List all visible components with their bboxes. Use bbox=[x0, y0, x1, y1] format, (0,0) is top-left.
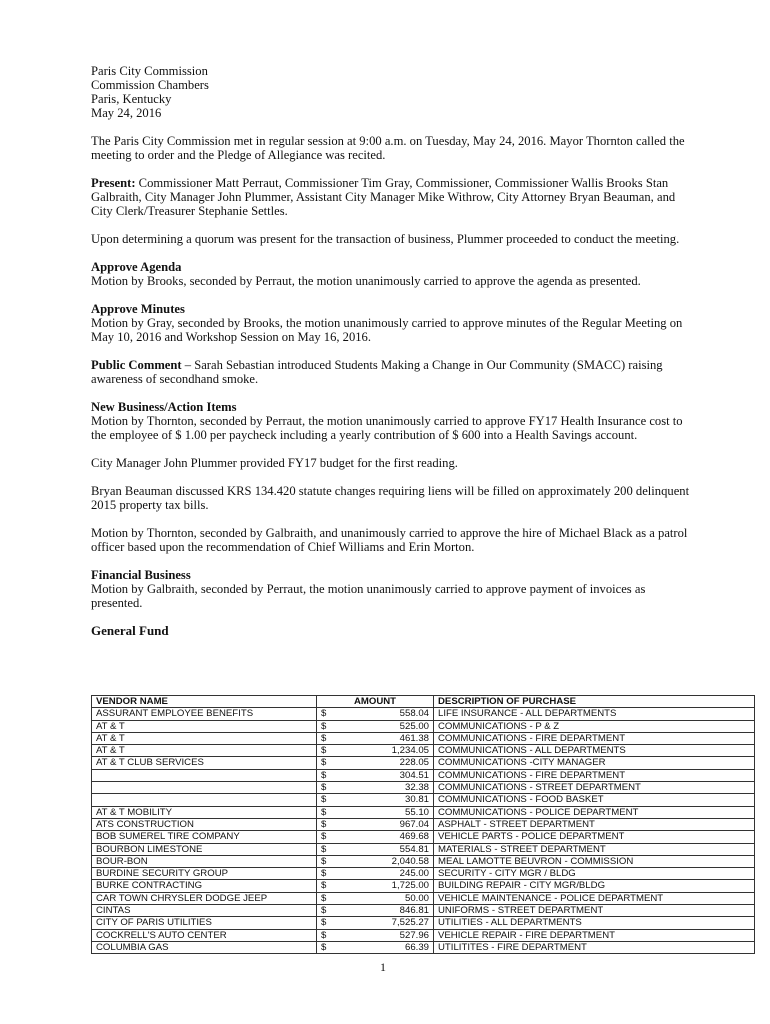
table-row bbox=[92, 941, 755, 953]
vendor-cell: AT & T bbox=[92, 745, 317, 757]
vendor-cell: CINTAS bbox=[92, 905, 317, 917]
header-line: Paris, Kentucky bbox=[91, 92, 172, 106]
public-comment-text: – Sarah Sebastian introduced Students Making a Change in Our Community (SMACC) raising awareness of secondhand smoke. bbox=[91, 358, 663, 386]
amount-cell bbox=[317, 905, 434, 917]
amount-value: 2,040.58 bbox=[391, 855, 429, 867]
vendor-cell: ATS CONSTRUCTION bbox=[92, 818, 317, 830]
header-line: Paris City Commission bbox=[91, 64, 208, 78]
description-cell: VEHICLE REPAIR - FIRE DEPARTMENT bbox=[434, 929, 755, 941]
approve-minutes-heading: Approve Minutes bbox=[91, 302, 185, 316]
amount-value: 1,234.05 bbox=[391, 745, 429, 757]
amount-cell bbox=[317, 794, 434, 806]
amount-cell bbox=[317, 892, 434, 904]
vendor-cell: AT & T CLUB SERVICES bbox=[92, 757, 317, 769]
vendor-cell: CAR TOWN CHRYSLER DODGE JEEP bbox=[92, 892, 317, 904]
hire-paragraph: Motion by Thornton, seconded by Galbraith, and unanimously carried to approve the hire of Michael Black as a patrol officer based upon the recommendation of Chief Williams and Erin Morton. bbox=[91, 526, 688, 554]
amount-cell bbox=[317, 757, 434, 769]
vendor-cell: BURKE CONTRACTING bbox=[92, 880, 317, 892]
table-row bbox=[92, 880, 755, 892]
new-business-heading: New Business/Action Items bbox=[91, 400, 237, 414]
currency-symbol: $ bbox=[321, 892, 327, 904]
financial-section bbox=[91, 568, 691, 610]
currency-symbol: $ bbox=[321, 868, 327, 880]
present-text: Commissioner Matt Perraut, Commissioner Tim Gray, Commissioner, Commissioner Wallis Brooks Stan Galbraith, City Manager John Plummer, Assistant City Manager Mike Withrow, City Attorney Bryan Beauman, and City Clerk/Treasurer Stephanie Settles. bbox=[91, 176, 676, 218]
table-row bbox=[92, 708, 755, 720]
vendor-cell: AT & T bbox=[92, 720, 317, 732]
description-cell: ASPHALT - STREET DEPARTMENT bbox=[434, 818, 755, 830]
general-fund-rows bbox=[92, 708, 755, 954]
table-row bbox=[92, 929, 755, 941]
public-comment-section bbox=[91, 358, 691, 386]
currency-symbol: $ bbox=[321, 782, 327, 794]
amount-value: 525.00 bbox=[399, 720, 429, 732]
amount-cell bbox=[317, 880, 434, 892]
vendor-cell bbox=[92, 769, 317, 781]
header-block bbox=[91, 64, 691, 120]
currency-symbol: $ bbox=[321, 794, 327, 806]
amount-value: 7,525.27 bbox=[391, 917, 429, 929]
header-line: May 24, 2016 bbox=[91, 106, 162, 120]
amount-value: 245.00 bbox=[399, 868, 429, 880]
description-cell: COMMUNICATIONS - P & Z bbox=[434, 720, 755, 732]
table-row bbox=[92, 818, 755, 830]
currency-symbol: $ bbox=[321, 708, 327, 720]
amount-cell bbox=[317, 917, 434, 929]
vendor-cell: ASSURANT EMPLOYEE BENEFITS bbox=[92, 708, 317, 720]
description-cell: UNIFORMS - STREET DEPARTMENT bbox=[434, 905, 755, 917]
table-row bbox=[92, 782, 755, 794]
currency-symbol: $ bbox=[321, 855, 327, 867]
currency-symbol: $ bbox=[321, 831, 327, 843]
amount-value: 30.81 bbox=[404, 794, 429, 806]
amount-cell bbox=[317, 769, 434, 781]
amount-value: 1,725.00 bbox=[391, 880, 429, 892]
currency-symbol: $ bbox=[321, 880, 327, 892]
description-cell: SECURITY - CITY MGR / BLDG bbox=[434, 868, 755, 880]
amount-cell bbox=[317, 843, 434, 855]
amount-value: 967.04 bbox=[399, 818, 429, 830]
amount-cell bbox=[317, 855, 434, 867]
table-row bbox=[92, 868, 755, 880]
amount-cell bbox=[317, 929, 434, 941]
amount-value: 66.39 bbox=[404, 941, 429, 953]
krs-paragraph: Bryan Beauman discussed KRS 134.420 statute changes requiring liens will be filled on approximately 200 delinquent 2015 property tax bills. bbox=[91, 484, 690, 512]
currency-symbol: $ bbox=[321, 905, 327, 917]
amount-cell bbox=[317, 782, 434, 794]
general-fund-table bbox=[91, 695, 755, 954]
table-row bbox=[92, 794, 755, 806]
description-cell: COMMUNICATIONS - STREET DEPARTMENT bbox=[434, 782, 755, 794]
description-column-header: DESCRIPTION OF PURCHASE bbox=[434, 696, 755, 708]
amount-value: 461.38 bbox=[399, 732, 429, 744]
amount-value: 304.51 bbox=[399, 769, 429, 781]
description-cell: UTILITITES - FIRE DEPARTMENT bbox=[434, 941, 755, 953]
description-cell: VEHICLE PARTS - POLICE DEPARTMENT bbox=[434, 831, 755, 843]
amount-value: 32.38 bbox=[404, 782, 429, 794]
description-cell: COMMUNICATIONS - POLICE DEPARTMENT bbox=[434, 806, 755, 818]
currency-symbol: $ bbox=[321, 843, 327, 855]
description-cell: COMMUNICATIONS - FOOD BASKET bbox=[434, 794, 755, 806]
amount-cell bbox=[317, 745, 434, 757]
amount-value: 554.81 bbox=[399, 843, 429, 855]
vendor-column-header: VENDOR NAME bbox=[92, 696, 317, 708]
description-cell: UTILITIES - ALL DEPARTMENTS bbox=[434, 917, 755, 929]
new-business-text: Motion by Thornton, seconded by Perraut, the motion unanimously carried to approve FY17 Health Insurance cost to the employee of $ 1.00 per paycheck including a yearly contribution of $ 600 into a Health Savings account. bbox=[91, 414, 683, 442]
currency-symbol: $ bbox=[321, 929, 327, 941]
vendor-cell: COCKRELL'S AUTO CENTER bbox=[92, 929, 317, 941]
table-row bbox=[92, 831, 755, 843]
amount-cell bbox=[317, 831, 434, 843]
present-paragraph bbox=[91, 176, 691, 218]
financial-heading: Financial Business bbox=[91, 568, 191, 582]
amount-cell bbox=[317, 732, 434, 744]
present-label: Present: bbox=[91, 176, 136, 190]
description-cell: COMMUNICATIONS - ALL DEPARTMENTS bbox=[434, 745, 755, 757]
amount-value: 469.68 bbox=[399, 831, 429, 843]
amount-value: 55.10 bbox=[404, 806, 429, 818]
amount-value: 846.81 bbox=[399, 905, 429, 917]
approve-agenda-heading: Approve Agenda bbox=[91, 260, 182, 274]
description-cell: LIFE INSURANCE - ALL DEPARTMENTS bbox=[434, 708, 755, 720]
currency-symbol: $ bbox=[321, 941, 327, 953]
page-number: 1 bbox=[380, 960, 386, 974]
amount-value: 558.04 bbox=[399, 708, 429, 720]
approve-minutes-section bbox=[91, 302, 691, 344]
currency-symbol: $ bbox=[321, 917, 327, 929]
table-row bbox=[92, 757, 755, 769]
currency-symbol: $ bbox=[321, 818, 327, 830]
description-cell: BUILDING REPAIR - CITY MGR/BLDG bbox=[434, 880, 755, 892]
description-cell: MATERIALS - STREET DEPARTMENT bbox=[434, 843, 755, 855]
description-cell: COMMUNICATIONS -CITY MANAGER bbox=[434, 757, 755, 769]
table-row bbox=[92, 720, 755, 732]
table-row bbox=[92, 745, 755, 757]
vendor-cell: AT & T MOBILITY bbox=[92, 806, 317, 818]
description-cell: MEAL LAMOTTE BEUVRON - COMMISSION bbox=[434, 855, 755, 867]
currency-symbol: $ bbox=[321, 769, 327, 781]
vendor-cell bbox=[92, 794, 317, 806]
header-line: Commission Chambers bbox=[91, 78, 209, 92]
budget-paragraph: City Manager John Plummer provided FY17 budget for the first reading. bbox=[91, 456, 458, 470]
amount-cell bbox=[317, 941, 434, 953]
amount-cell bbox=[317, 708, 434, 720]
currency-symbol: $ bbox=[321, 732, 327, 744]
vendor-cell: AT & T bbox=[92, 732, 317, 744]
vendor-cell: COLUMBIA GAS bbox=[92, 941, 317, 953]
financial-text: Motion by Galbraith, seconded by Perraut, the motion unanimously carried to approve payment of invoices as presented. bbox=[91, 582, 646, 610]
vendor-cell bbox=[92, 782, 317, 794]
description-cell: COMMUNICATIONS - FIRE DEPARTMENT bbox=[434, 769, 755, 781]
approve-agenda-section bbox=[91, 260, 691, 288]
table-row bbox=[92, 855, 755, 867]
vendor-cell: BURDINE SECURITY GROUP bbox=[92, 868, 317, 880]
vendor-cell: CITY OF PARIS UTILITIES bbox=[92, 917, 317, 929]
description-cell: VEHICLE MAINTENANCE - POLICE DEPARTMENT bbox=[434, 892, 755, 904]
intro-paragraph: The Paris City Commission met in regular session at 9:00 a.m. on Tuesday, May 24, 2016. Mayor Thornton called the meeting to order and the Pledge of Allegiance was recited. bbox=[91, 134, 685, 162]
amount-cell bbox=[317, 868, 434, 880]
amount-value: 228.05 bbox=[399, 757, 429, 769]
amount-column-header: AMOUNT bbox=[317, 696, 434, 708]
quorum-paragraph: Upon determining a quorum was present for the transaction of business, Plummer proceeded to conduct the meeting. bbox=[91, 232, 680, 246]
table-row bbox=[92, 917, 755, 929]
table-header-row bbox=[92, 696, 755, 708]
vendor-cell: BOUR-BON bbox=[92, 855, 317, 867]
currency-symbol: $ bbox=[321, 745, 327, 757]
vendor-cell: BOB SUMEREL TIRE COMPANY bbox=[92, 831, 317, 843]
currency-symbol: $ bbox=[321, 720, 327, 732]
amount-cell bbox=[317, 818, 434, 830]
table-row bbox=[92, 769, 755, 781]
amount-cell bbox=[317, 720, 434, 732]
currency-symbol: $ bbox=[321, 757, 327, 769]
table-row bbox=[92, 806, 755, 818]
amount-value: 527.96 bbox=[399, 929, 429, 941]
approve-agenda-text: Motion by Brooks, seconded by Perraut, the motion unanimously carried to approve the agenda as presented. bbox=[91, 274, 641, 288]
new-business-section bbox=[91, 400, 691, 442]
public-comment-heading: Public Comment bbox=[91, 358, 182, 372]
table-row bbox=[92, 843, 755, 855]
table-row bbox=[92, 905, 755, 917]
amount-value: 50.00 bbox=[404, 892, 429, 904]
currency-symbol: $ bbox=[321, 806, 327, 818]
amount-cell bbox=[317, 806, 434, 818]
minutes-body bbox=[91, 64, 691, 639]
table-row bbox=[92, 732, 755, 744]
description-cell: COMMUNICATIONS - FIRE DEPARTMENT bbox=[434, 732, 755, 744]
table-row bbox=[92, 892, 755, 904]
general-fund-title: General Fund bbox=[91, 623, 169, 638]
approve-minutes-text: Motion by Gray, seconded by Brooks, the motion unanimously carried to approve minutes of the Regular Meeting on May 10, 2016 and Workshop Session on May 16, 2016. bbox=[91, 316, 683, 344]
vendor-cell: BOURBON LIMESTONE bbox=[92, 843, 317, 855]
